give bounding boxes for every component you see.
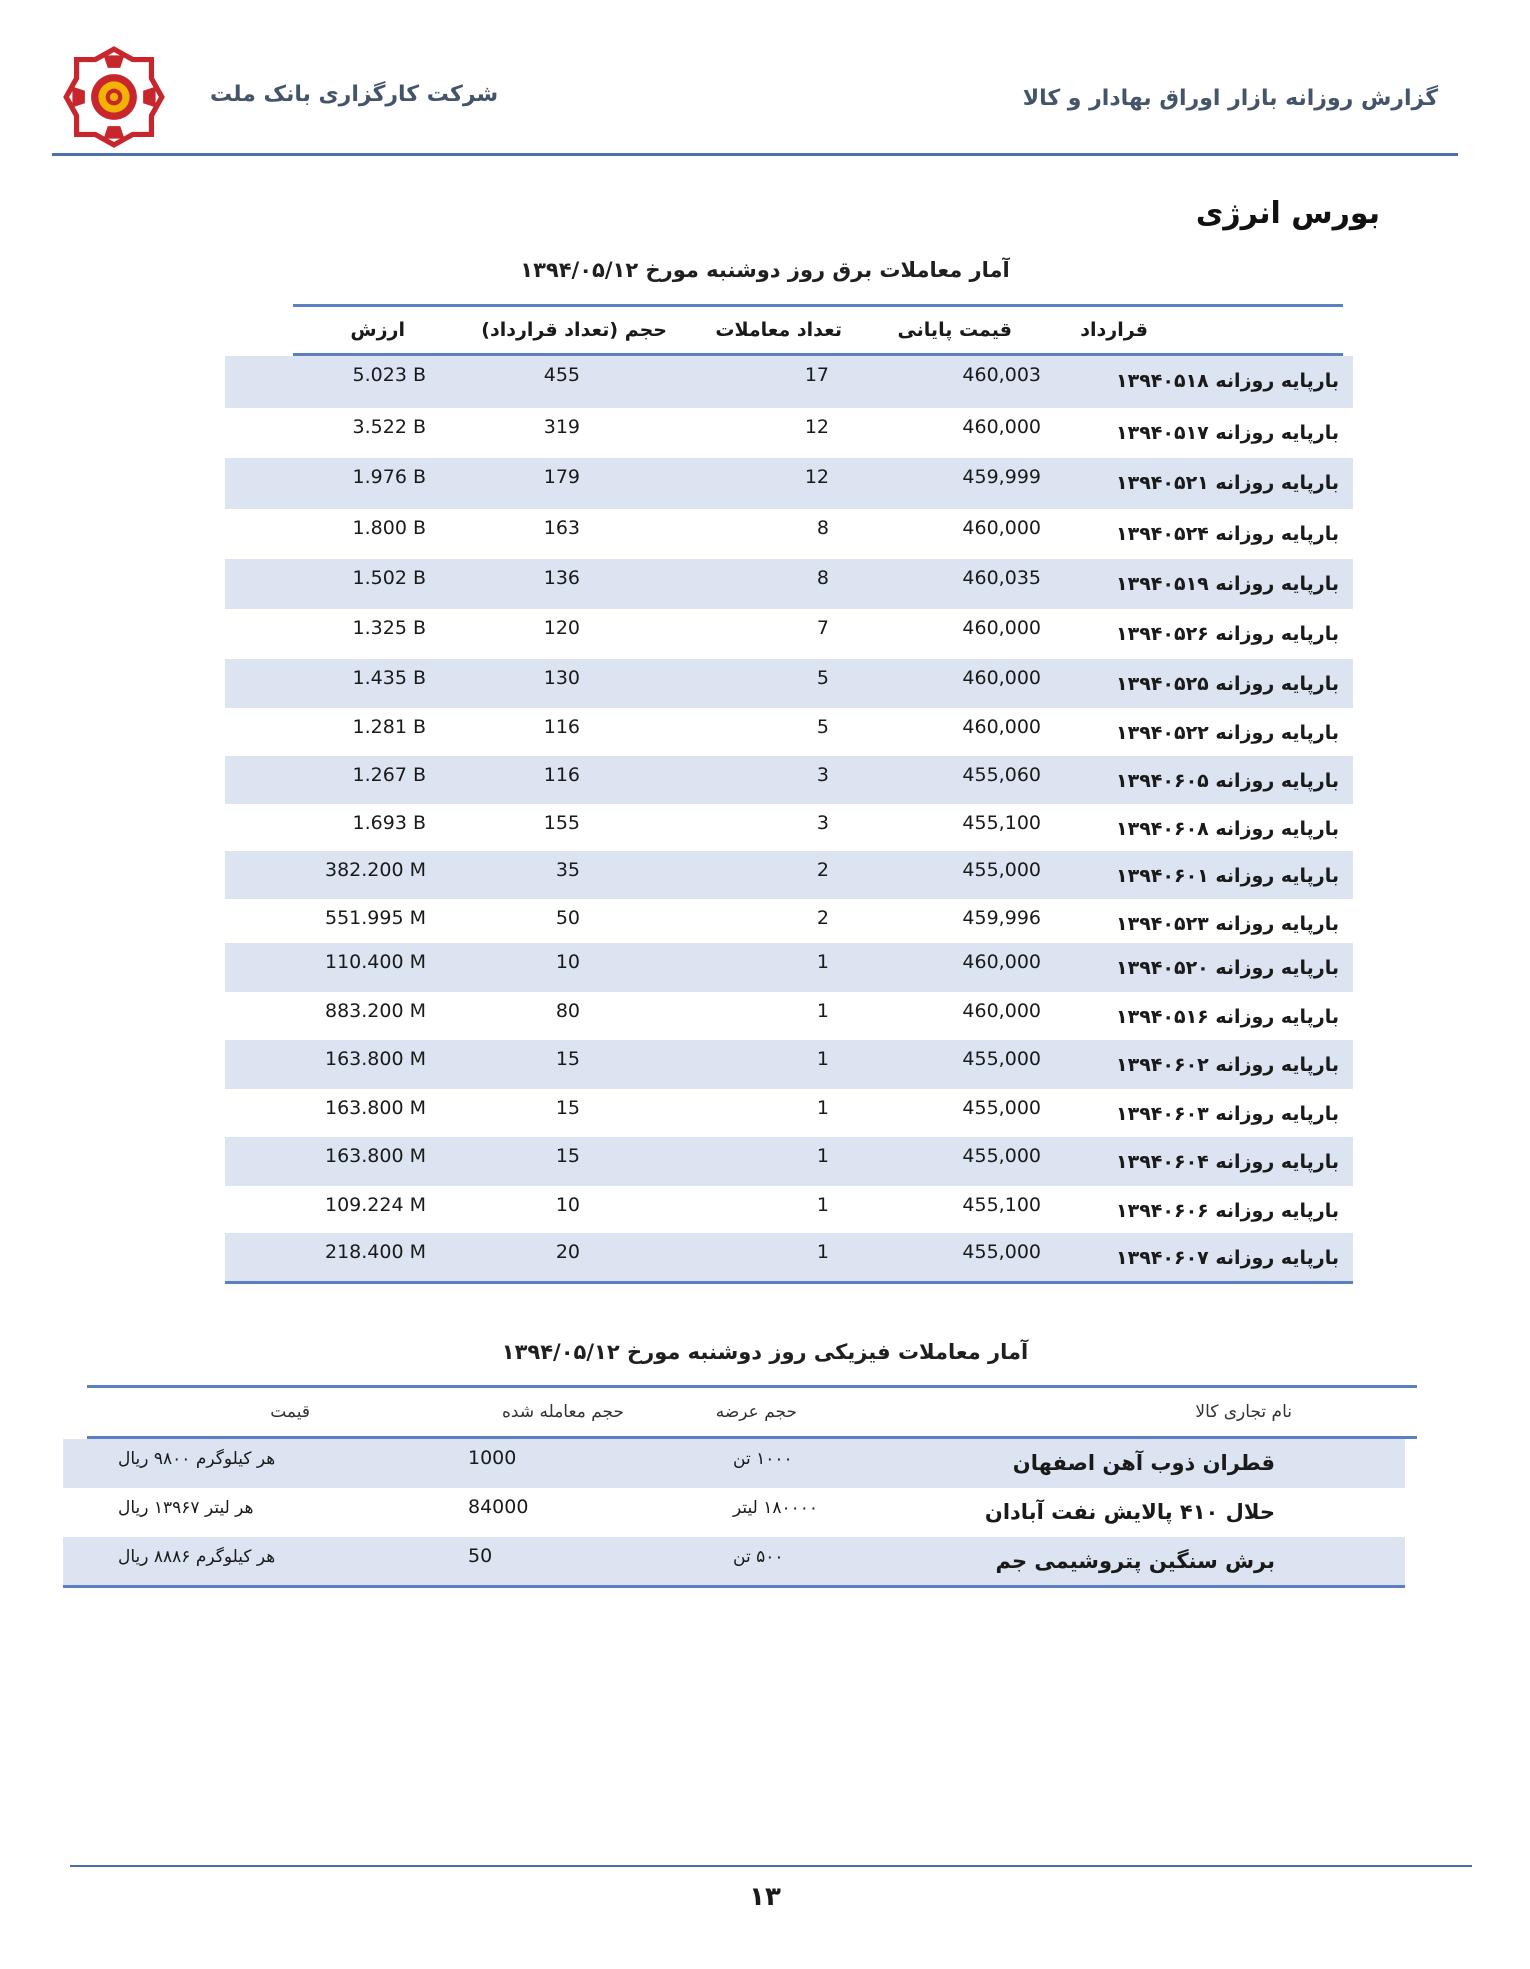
cell-volume: 116: [543, 764, 580, 786]
cell-price: هر لیتر ۱۳۹۶۷ ریال: [118, 1498, 254, 1518]
cell-value: 5.023 B: [352, 364, 426, 386]
cell-volume: 80: [555, 1000, 580, 1022]
cell-contract: بارپایه روزانه ۱۳۹۴۰۶۰۱: [1116, 865, 1339, 887]
cell-product-name: قطران ذوب آهن اصفهان: [1012, 1451, 1275, 1475]
column-header-closing-price: قیمت پایانی: [897, 319, 1012, 341]
cell-contract: بارپایه روزانه ۱۳۹۴۰۶۰۲: [1116, 1054, 1339, 1076]
cell-volume: 163: [543, 517, 580, 539]
table-row: [225, 559, 1353, 609]
cell-trade-count: 12: [804, 466, 829, 488]
cell-contract: بارپایه روزانه ۱۳۹۴۰۶۰۸: [1116, 818, 1339, 840]
cell-volume: 319: [543, 416, 580, 438]
cell-volume: 15: [555, 1097, 580, 1119]
cell-volume: 35: [555, 859, 580, 881]
table-row: [225, 458, 1353, 509]
cell-traded-volume: 1000: [468, 1447, 517, 1469]
cell-traded-volume: 84000: [468, 1496, 529, 1518]
page-number: ۱۳: [749, 1882, 781, 1912]
cell-closing-price: 455,000: [962, 1145, 1041, 1167]
cell-volume: 15: [555, 1145, 580, 1167]
cell-traded-volume: 50: [468, 1545, 493, 1567]
cell-volume: 15: [555, 1048, 580, 1070]
cell-closing-price: 455,000: [962, 859, 1041, 881]
table-row: [225, 899, 1353, 943]
cell-price: هر کیلوگرم ۸۸۸۶ ریال: [118, 1547, 276, 1567]
column-header-volume: حجم (تعداد قرارداد): [481, 319, 667, 341]
table-row: [225, 943, 1353, 992]
cell-closing-price: 455,000: [962, 1048, 1041, 1070]
table-row: [225, 992, 1353, 1040]
cell-closing-price: 455,000: [962, 1097, 1041, 1119]
cell-closing-price: 460,000: [962, 951, 1041, 973]
cell-product-name: برش سنگین پتروشیمی جم: [995, 1549, 1275, 1573]
cell-closing-price: 460,000: [962, 1000, 1041, 1022]
cell-trade-count: 8: [816, 567, 829, 589]
cell-value: 1.693 B: [352, 812, 426, 834]
cell-value: 1.281 B: [352, 716, 426, 738]
table-row: [225, 1137, 1353, 1186]
cell-contract: بارپایه روزانه ۱۳۹۴۰۵۱۶: [1116, 1006, 1339, 1028]
cell-trade-count: 7: [816, 617, 829, 639]
cell-contract: بارپایه روزانه ۱۳۹۴۰۶۰۳: [1116, 1103, 1339, 1125]
cell-closing-price: 459,996: [962, 907, 1041, 929]
cell-contract: بارپایه روزانه ۱۳۹۴۰۵۲۱: [1116, 472, 1339, 494]
cell-volume: 116: [543, 716, 580, 738]
cell-closing-price: 460,000: [962, 716, 1041, 738]
cell-volume: 120: [543, 617, 580, 639]
cell-contract: بارپایه روزانه ۱۳۹۴۰۵۱۹: [1116, 573, 1339, 595]
cell-contract: بارپایه روزانه ۱۳۹۴۰۶۰۶: [1116, 1200, 1339, 1222]
cell-trade-count: 1: [816, 1145, 829, 1167]
bank-mellat-logo-icon: [62, 45, 166, 149]
company-name: شرکت کارگزاری بانک ملت: [210, 82, 499, 107]
cell-trade-count: 1: [816, 951, 829, 973]
cell-value: 1.435 B: [352, 667, 426, 689]
table-row: [225, 756, 1353, 804]
cell-trade-count: 1: [816, 1048, 829, 1070]
cell-value: 163.800 M: [324, 1048, 426, 1070]
column-header-value: ارزش: [350, 319, 405, 341]
physical-table-header: [87, 1385, 1417, 1439]
electricity-table-body: [225, 356, 1353, 1281]
cell-contract: بارپایه روزانه ۱۳۹۴۰۶۰۵: [1116, 770, 1339, 792]
cell-value: 1.976 B: [352, 466, 426, 488]
cell-trade-count: 5: [816, 716, 829, 738]
table-row: [225, 356, 1353, 408]
table-row: [63, 1488, 1405, 1537]
cell-price: هر کیلوگرم ۹۸۰۰ ریال: [118, 1449, 276, 1469]
cell-value: 551.995 M: [324, 907, 426, 929]
cell-closing-price: 460,000: [962, 617, 1041, 639]
cell-closing-price: 455,000: [962, 1241, 1041, 1263]
column-header-traded-volume: حجم معامله شده: [501, 1402, 624, 1422]
cell-value: 1.267 B: [352, 764, 426, 786]
cell-volume: 10: [555, 1194, 580, 1216]
column-header-product-name: نام تجاری کالا: [1195, 1402, 1292, 1422]
cell-product-name: حلال ۴۱۰ پالایش نفت آبادان: [984, 1500, 1275, 1524]
electricity-table-title: آمار معاملات برق روز دوشنبه مورخ ۱۳۹۴/۰۵/۱۲: [520, 258, 1010, 282]
cell-closing-price: 460,003: [962, 364, 1041, 386]
electricity-table-header: [293, 304, 1343, 356]
cell-trade-count: 8: [816, 517, 829, 539]
cell-closing-price: 460,000: [962, 517, 1041, 539]
cell-closing-price: 460,000: [962, 667, 1041, 689]
cell-contract: بارپایه روزانه ۱۳۹۴۰۵۲۵: [1116, 673, 1339, 695]
cell-volume: 455: [543, 364, 580, 386]
cell-contract: بارپایه روزانه ۱۳۹۴۰۵۱۷: [1116, 422, 1339, 444]
cell-contract: بارپایه روزانه ۱۳۹۴۰۵۱۸: [1116, 370, 1339, 392]
cell-supply-volume: ۱۸۰۰۰۰ لیتر: [733, 1498, 819, 1518]
cell-supply-volume: ۱۰۰۰ تن: [733, 1449, 793, 1469]
table-row: [225, 408, 1353, 458]
cell-contract: بارپایه روزانه ۱۳۹۴۰۵۲۶: [1116, 623, 1339, 645]
cell-closing-price: 455,100: [962, 812, 1041, 834]
table-row: [225, 1186, 1353, 1233]
cell-contract: بارپایه روزانه ۱۳۹۴۰۶۰۷: [1116, 1247, 1339, 1269]
table-row: [225, 804, 1353, 851]
cell-value: 109.224 M: [324, 1194, 426, 1216]
cell-trade-count: 1: [816, 1000, 829, 1022]
cell-value: 1.800 B: [352, 517, 426, 539]
cell-volume: 50: [555, 907, 580, 929]
table-row: [63, 1439, 1405, 1488]
physical-table-bottom-rule: [63, 1585, 1405, 1588]
cell-volume: 10: [555, 951, 580, 973]
header-divider: [52, 153, 1458, 156]
table-row: [225, 851, 1353, 899]
cell-volume: 20: [555, 1241, 580, 1263]
cell-trade-count: 2: [816, 907, 829, 929]
cell-value: 1.502 B: [352, 567, 426, 589]
cell-trade-count: 3: [816, 812, 829, 834]
physical-table-body: [63, 1439, 1405, 1586]
cell-trade-count: 12: [804, 416, 829, 438]
table-row: [63, 1537, 1405, 1586]
cell-volume: 179: [543, 466, 580, 488]
table-row: [225, 609, 1353, 659]
report-title: گزارش روزانه بازار اوراق بهادار و کالا: [1022, 86, 1438, 111]
cell-closing-price: 455,100: [962, 1194, 1041, 1216]
cell-trade-count: 1: [816, 1241, 829, 1263]
cell-value: 163.800 M: [324, 1097, 426, 1119]
footer-divider: [70, 1865, 1472, 1867]
cell-value: 3.522 B: [352, 416, 426, 438]
table-row: [225, 1040, 1353, 1089]
cell-contract: بارپایه روزانه ۱۳۹۴۰۵۲۲: [1116, 722, 1339, 744]
cell-trade-count: 1: [816, 1097, 829, 1119]
column-header-price: قیمت: [270, 1402, 310, 1422]
cell-value: 218.400 M: [324, 1241, 426, 1263]
column-header-trade-count: تعداد معاملات: [715, 319, 842, 341]
cell-value: 110.400 M: [324, 951, 426, 973]
table-row: [225, 659, 1353, 708]
cell-contract: بارپایه روزانه ۱۳۹۴۰۵۲۳: [1116, 913, 1339, 935]
table-row: [225, 509, 1353, 559]
cell-trade-count: 3: [816, 764, 829, 786]
column-header-contract: قرارداد: [1080, 319, 1148, 341]
section-title: بورس انرژی: [1195, 196, 1380, 231]
electricity-table-bottom-rule: [225, 1281, 1353, 1284]
cell-supply-volume: ۵۰۰ تن: [733, 1547, 784, 1567]
cell-trade-count: 17: [804, 364, 829, 386]
cell-value: 382.200 M: [324, 859, 426, 881]
cell-volume: 155: [543, 812, 580, 834]
table-row: [225, 1089, 1353, 1137]
column-header-supply-volume: حجم عرضه: [715, 1402, 797, 1422]
cell-value: 163.800 M: [324, 1145, 426, 1167]
cell-closing-price: 455,060: [962, 764, 1041, 786]
cell-trade-count: 1: [816, 1194, 829, 1216]
physical-table-title: آمار معاملات فیزیکی روز دوشنبه مورخ ۱۳۹۴/۰۵/۱۲: [501, 1340, 1029, 1364]
cell-value: 1.325 B: [352, 617, 426, 639]
cell-closing-price: 460,035: [962, 567, 1041, 589]
cell-volume: 130: [543, 667, 580, 689]
table-row: [225, 1233, 1353, 1281]
table-row: [225, 708, 1353, 756]
cell-closing-price: 460,000: [962, 416, 1041, 438]
cell-trade-count: 5: [816, 667, 829, 689]
cell-contract: بارپایه روزانه ۱۳۹۴۰۵۲۴: [1116, 523, 1339, 545]
cell-value: 883.200 M: [324, 1000, 426, 1022]
cell-closing-price: 459,999: [962, 466, 1041, 488]
cell-trade-count: 2: [816, 859, 829, 881]
cell-contract: بارپایه روزانه ۱۳۹۴۰۵۲۰: [1116, 957, 1339, 979]
cell-contract: بارپایه روزانه ۱۳۹۴۰۶۰۴: [1116, 1151, 1339, 1173]
cell-volume: 136: [543, 567, 580, 589]
page-header: [0, 0, 1530, 160]
